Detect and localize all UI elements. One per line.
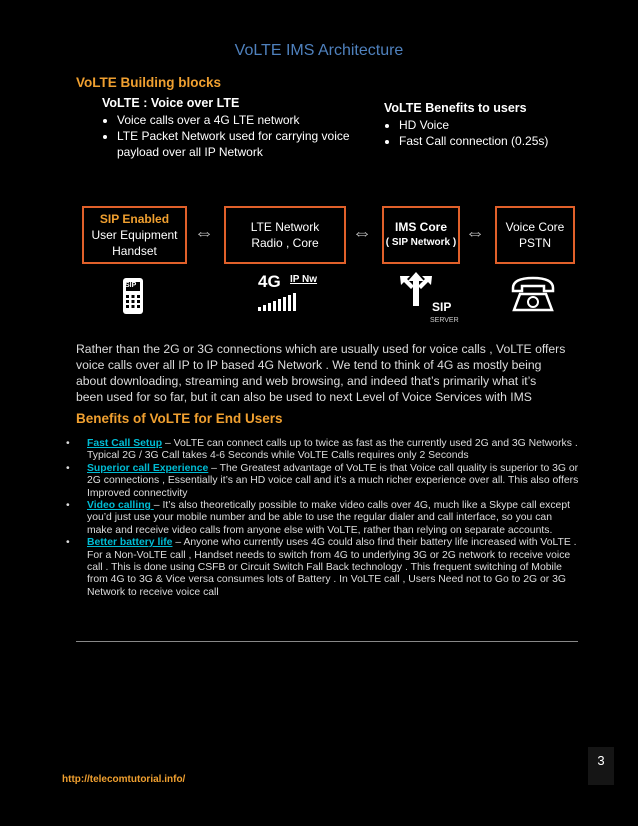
volte-benefit-item: • Fast Call connection (0.25s) <box>399 133 604 149</box>
volte-definition-item: • Voice calls over a 4G LTE network <box>117 112 382 128</box>
divider <box>76 641 578 642</box>
ims-line2: ( SIP Network ) <box>385 237 457 248</box>
volte-definition-block <box>102 96 382 160</box>
pstn-line2: PSTN <box>518 236 551 250</box>
benefit-text: – It’s also theoretically possible to make video calls over 4G, much like a Skype call except you’d just use your mobile number and be able to use the regular dialer and call interface, so you can make and receive video calls from anyone else with VoLTE, rather than relying on separate accounts. <box>87 500 571 536</box>
benefit-text: – Anyone who currently uses 4G could also find their battery life increased with VoLTE . For a Non-VoLTE call , Handset needs to switch from 4G to underlying 3G or 2G network to receive voice call . This is done using CSFB or Circuit Switch Fall Back technology . This frequent switching of Mobile from 4G to 3G & Vice versa consumes lots of Battery . In VoLTE call , Users Need not to Go to 2G or 3G Network to receive voice call <box>87 537 577 598</box>
telephone-icon <box>510 276 556 317</box>
section-heading-benefits: Benefits of VoLTE for End Users <box>76 411 283 426</box>
intro-paragraph: Rather than the 2G or 3G connections which are usually used for voice calls , VoLTE offers voice calls over all IP to IP based 4G Network . We tend to think of 4G as mostly being about downloading, streaming and web browsing, and indeed that’s primarily what it’s been used for so far, but it can also be used to next Level of Voice Services with IMS <box>76 342 566 404</box>
list-item <box>60 463 580 500</box>
benefit-text: – The Greatest advantage of VoLTE is that Voice call quality is superior to 3G or 2G connections , Essentially it’s an HD voice call and it’s a much richer experience over all. This also offers Improved connectivity <box>87 462 579 499</box>
volte-benefit-item: • HD Voice <box>399 117 604 133</box>
benefit-link-fast-call-setup[interactable]: Fast Call Setup <box>87 438 163 449</box>
section-heading-building-blocks: VoLTE Building blocks <box>76 75 221 90</box>
volte-benefits-title: VoLTE Benefits to users <box>384 101 527 115</box>
network-4g-label: 4G <box>258 272 281 291</box>
benefit-link-superior-call[interactable]: Superior call Experience <box>87 462 209 474</box>
list-item <box>60 500 580 537</box>
page-number: 3 <box>597 753 605 768</box>
double-arrow-icon: ⇔ <box>465 222 485 244</box>
benefit-link-video-calling[interactable]: Video calling <box>87 500 154 512</box>
ue-line3: Handset <box>112 244 157 258</box>
lte-line1: LTE Network <box>250 220 320 234</box>
benefits-list <box>60 438 580 599</box>
sip-label: SIP <box>432 300 452 314</box>
ue-line1: SIP Enabled <box>99 212 170 226</box>
page-title: VoLTE IMS Architecture <box>234 42 404 59</box>
benefit-text: – VoLTE can connect calls up to twice as fast as the currently used 2G and 3G Networks . Typical 2G / 3G Call takes 4-6 Seconds while VoLTE Calls requires only 2 Seconds <box>87 438 578 462</box>
ue-line2: User Equipment <box>91 228 178 242</box>
network-ip-label: IP Nw <box>290 274 318 285</box>
signal-bars-icon <box>258 293 308 316</box>
lte-network-box <box>224 206 346 264</box>
volte-definition-item: • LTE Packet Network used for carrying voice payload over all IP Network <box>117 128 382 160</box>
list-item <box>60 438 580 463</box>
pstn-line1: Voice Core <box>505 220 565 234</box>
ims-line1: IMS Core <box>394 220 447 234</box>
list-item <box>60 537 580 599</box>
volte-definition-title: VoLTE : Voice over LTE <box>102 96 240 110</box>
ims-core-box <box>382 206 460 264</box>
phone-sip-label: SIP <box>125 282 137 289</box>
sip-server-icon <box>398 272 434 311</box>
volte-benefits-block <box>384 101 604 149</box>
sip-server-label: SERVER <box>430 317 459 324</box>
double-arrow-icon: ⇔ <box>352 222 372 244</box>
double-arrow-icon: ⇔ <box>194 222 214 244</box>
footer-link[interactable]: http://telecomtutorial.info/ <box>62 774 186 785</box>
ue-handset-box <box>82 206 187 264</box>
voice-core-box <box>495 206 575 264</box>
benefit-link-battery-life[interactable]: Better battery life <box>87 537 173 549</box>
lte-line2: Radio , Core <box>251 236 319 250</box>
